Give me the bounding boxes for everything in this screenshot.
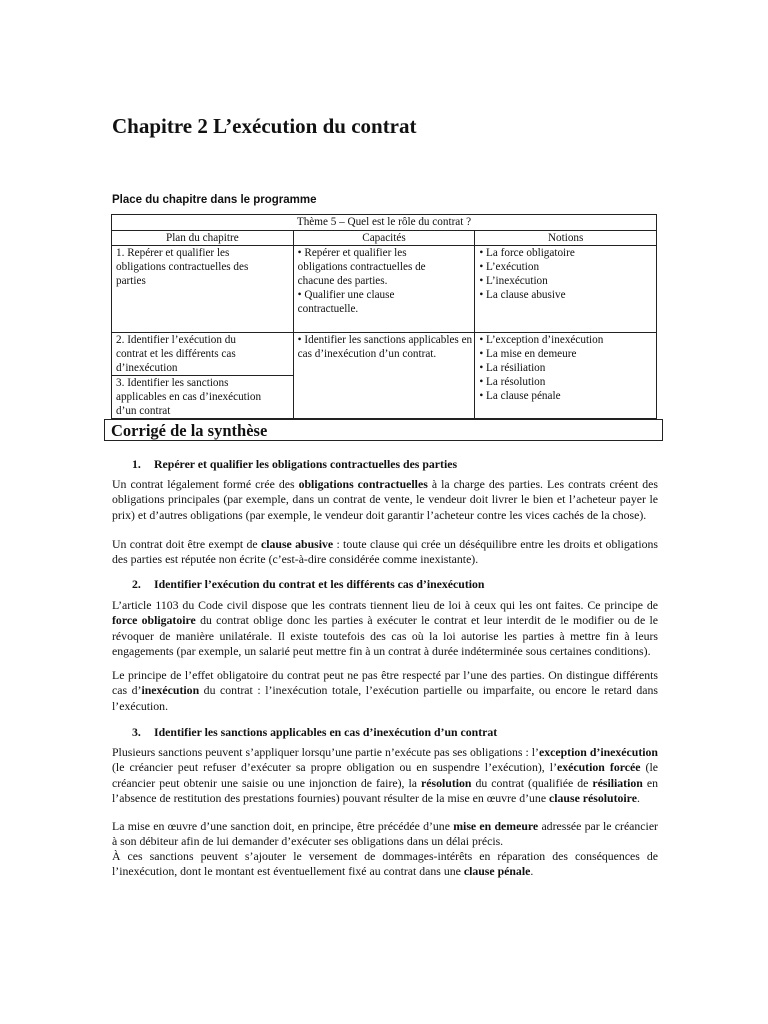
text-run: (le créancier peut obtenir une saisie ou une injonction de faire), la bbox=[112, 760, 658, 790]
section-1-paragraph-1 bbox=[112, 477, 658, 523]
section-2-number: 2. bbox=[132, 577, 141, 591]
notions-cell-2 bbox=[475, 333, 657, 419]
notions-list-1 bbox=[479, 246, 652, 302]
program-table bbox=[111, 214, 657, 419]
list-item: • La clause abusive bbox=[479, 289, 566, 301]
text-run: À ces sanctions peuvent s’ajouter le versement de dommages-intérêts en réparation des conséquences de l’inexécution, dont le montant est éventuellement fixé au contrat dans une bbox=[112, 849, 658, 879]
bold-term: exception d’inexécution bbox=[538, 745, 658, 759]
section-1-number: 1. bbox=[132, 457, 141, 471]
bold-term: clause résolutoire bbox=[549, 790, 637, 805]
text-run: du contrat : l’inexécution totale, l’exécution partielle ou imparfaite, ou encore le retard dans l’exécution. bbox=[112, 683, 658, 713]
text-run: : toute clause qui crée un déséquilibre entre les droits et obligations des parties est réputée non écrite (c’est-à-dire considérée comme inexistante). bbox=[112, 537, 658, 567]
section-3-heading: Identifier les sanctions applicables en cas d’inexécution d’un contrat bbox=[154, 725, 498, 739]
text-run: du contrat oblige donc les parties à exécuter le contrat et leur interdit de le modifier ou de le révoquer de manière unilatérale. Il existe toutefois des cas où la loi autorise les parties à mettre fin à leurs engagements (par exemple, un salarié peut mettre fin à un contrat à durée indéterminée sous certaines conditions). bbox=[112, 613, 658, 658]
list-item: • L’exception d’inexécution bbox=[479, 334, 604, 346]
synthese-title-box bbox=[104, 419, 663, 441]
text-run: à la charge des parties. Les contrats créent des obligations principales (par exemple, dans un contrat de vente, le vendeur doit livrer le bien et l’acheteur payer le prix) et d’autres obligations (par exemple, le vendeur doit garantir l’acheteur contre les vices cachés de la chose). bbox=[112, 477, 659, 522]
section-2-heading: Identifier l’exécution du contrat et les différents cas d’inexécution bbox=[154, 577, 485, 591]
section-3-number: 3. bbox=[132, 725, 141, 739]
text-run: Plusieurs sanctions peuvent s’appliquer lorsqu’une partie n’exécute pas ses obligations : l’ bbox=[112, 745, 539, 759]
plan-text-1: 1. Repérer et qualifier les obligations contractuelles des parties bbox=[116, 247, 249, 287]
header-notions: Notions bbox=[475, 231, 657, 246]
text-run: Un contrat doit être exempt de bbox=[112, 537, 261, 551]
section-1-title bbox=[132, 457, 457, 472]
bold-term: inexécution bbox=[141, 683, 200, 698]
notions-cell-1 bbox=[475, 246, 657, 333]
section-1-heading: Repérer et qualifier les obligations contractuelles des parties bbox=[154, 457, 458, 471]
text-run: . bbox=[530, 864, 534, 879]
text-run: . bbox=[636, 790, 640, 805]
text-run: Un contrat légalement formé crée des bbox=[112, 477, 299, 491]
plan-cell-2 bbox=[112, 333, 294, 376]
section-3-title bbox=[132, 725, 497, 740]
list-item: • L’exécution bbox=[479, 261, 540, 273]
header-capacites: Capacités bbox=[293, 231, 475, 246]
capacites-list-1 bbox=[298, 246, 471, 316]
capacites-cell-2 bbox=[293, 333, 475, 419]
text-run: L’article 1103 du Code civil dispose que les contrats tiennent lieu de loi à ceux qui les ont faites. Ce principe de bbox=[112, 598, 658, 612]
synthese-title: Corrigé de la synthèse bbox=[111, 421, 268, 440]
bold-term: résolution bbox=[421, 775, 472, 790]
text-run: (le créancier peut refuser d’exécuter sa propre obligation ou en suspendre l’exécution), l’ bbox=[112, 760, 558, 775]
section-2-paragraph-1 bbox=[112, 598, 658, 659]
plan-text-3: 3. Identifier les sanctions applicables en cas d’inexécution d’un contrat bbox=[116, 377, 262, 417]
section-3-paragraph-3 bbox=[112, 849, 658, 880]
program-place-heading: Place du chapitre dans le programme bbox=[112, 194, 317, 206]
notions-list-2 bbox=[479, 333, 652, 403]
section-1-paragraph-2 bbox=[112, 537, 658, 568]
list-item: • La clause pénale bbox=[479, 390, 561, 402]
plan-text-2: 2. Identifier l’exécution du contrat et les différents cas d’inexécution bbox=[116, 334, 236, 374]
text-run: La mise en œuvre d’une sanction doit, en principe, être précédée d’une bbox=[112, 819, 454, 833]
list-item: • L’inexécution bbox=[479, 275, 548, 287]
bold-term: exécution forcée bbox=[557, 760, 641, 775]
bold-term: clause abusive bbox=[260, 537, 334, 551]
bold-term: mise en demeure bbox=[453, 819, 539, 833]
section-2-paragraph-2 bbox=[112, 668, 658, 714]
text-run: en l’absence de restitution des prestations fournies) pouvant résulter de la mise en œuvre d’une bbox=[112, 775, 658, 805]
list-item: • La résiliation bbox=[479, 362, 546, 374]
plan-cell-3 bbox=[112, 376, 294, 419]
bold-term: résiliation bbox=[592, 775, 643, 790]
text-run: du contrat (qualifiée de bbox=[471, 775, 593, 790]
header-plan: Plan du chapitre bbox=[112, 231, 294, 246]
list-item: • Repérer et qualifier les obligations contractuelles de chacune des parties. bbox=[297, 247, 426, 287]
list-item: • La mise en demeure bbox=[479, 348, 577, 360]
plan-cell-1 bbox=[112, 246, 294, 333]
list-item: • La force obligatoire bbox=[479, 247, 575, 259]
bold-term: obligations contractuelles bbox=[298, 477, 428, 491]
text-run: adressée par le créancier à son débiteur afin de lui demander d’exécuter ses obligations dans un délai précis. bbox=[112, 819, 658, 849]
section-3-paragraph-1 bbox=[112, 745, 658, 806]
bold-term: force obligatoire bbox=[112, 613, 196, 628]
text-run: Le principe de l’effet obligatoire du contrat peut ne pas être respecté par l’une des parties. On distingue différents cas d’ bbox=[112, 668, 658, 698]
capacites-list-2 bbox=[298, 333, 471, 361]
section-3-paragraph-2 bbox=[112, 819, 658, 850]
list-item: • La résolution bbox=[479, 376, 546, 388]
bold-term: clause pénale bbox=[463, 864, 531, 879]
theme-cell: Thème 5 – Quel est le rôle du contrat ? bbox=[112, 215, 657, 231]
capacites-cell-1 bbox=[293, 246, 475, 333]
list-item: • Identifier les sanctions applicables en cas d’inexécution d’un contrat. bbox=[297, 334, 473, 360]
section-2-title bbox=[132, 577, 485, 592]
chapter-title: Chapitre 2 L’exécution du contrat bbox=[112, 114, 417, 138]
list-item: • Qualifier une clause contractuelle. bbox=[297, 289, 395, 315]
